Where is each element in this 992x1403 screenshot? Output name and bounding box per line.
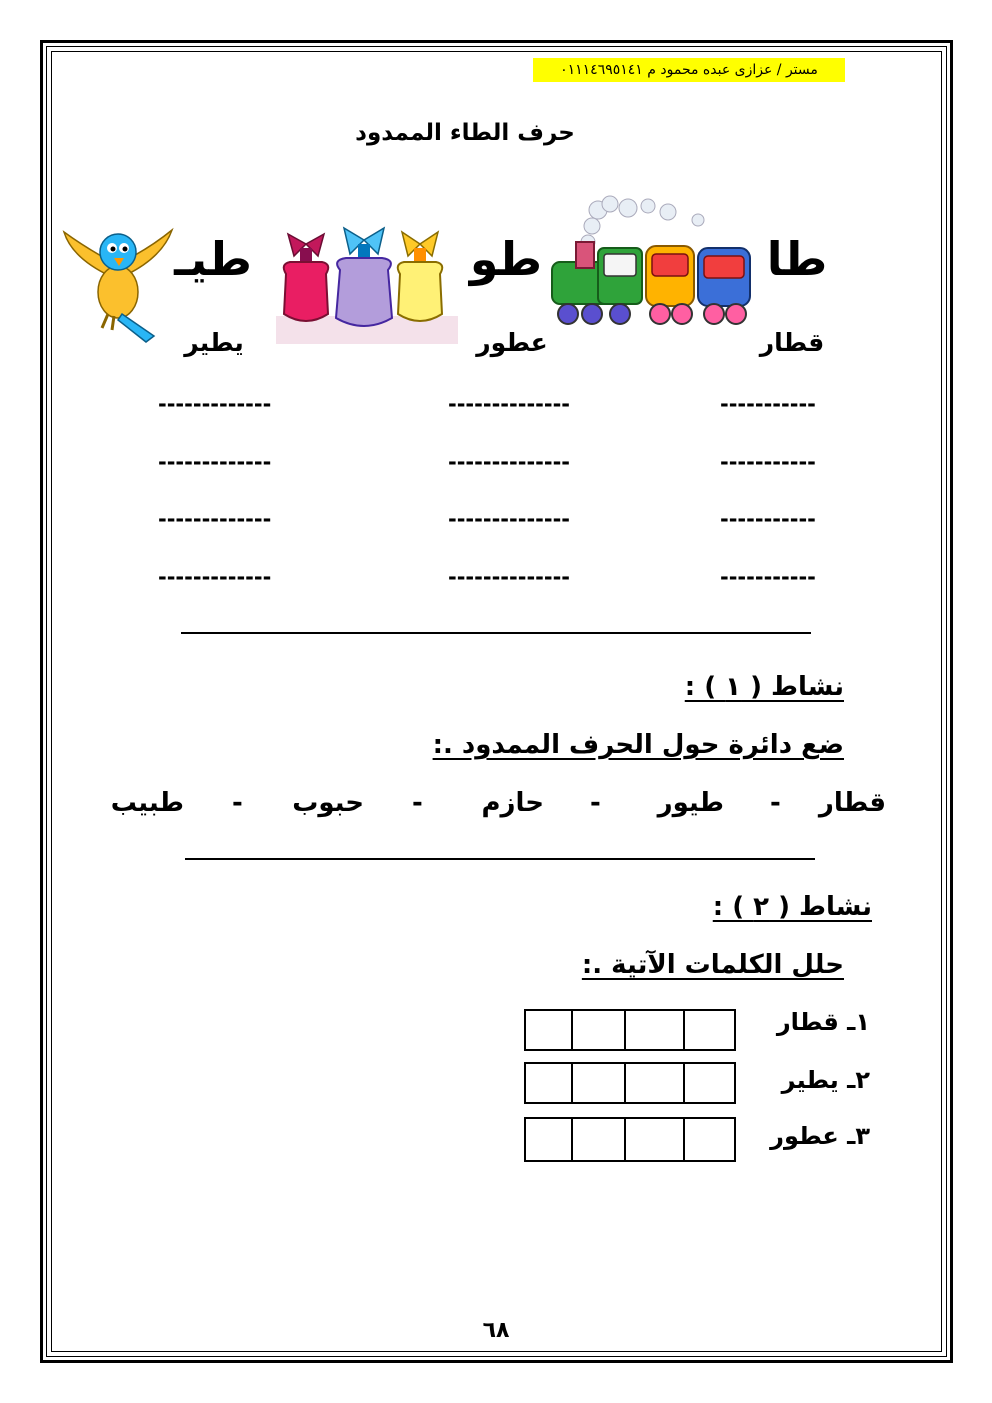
practice-line: ----------- <box>720 565 816 589</box>
activity2-heading: نشاط ( ٢ ) : <box>712 892 872 922</box>
word-separator: - <box>590 788 601 818</box>
activity1-heading: نشاط ( ١ ) : <box>684 672 844 702</box>
activity1-word[interactable]: حبوب <box>292 788 364 818</box>
practice-line: -------------- <box>448 507 571 531</box>
letter-form-taa-yaa: طيـ <box>174 232 252 286</box>
letter-analysis-boxes[interactable] <box>524 1117 736 1162</box>
activity2-item-label: ٢ـ يطير <box>781 1066 870 1094</box>
activity2-item-label: ٣ـ عطور <box>770 1122 870 1150</box>
activity2-item-label: ١ـ قطار <box>776 1008 870 1036</box>
perfume-bottles-image <box>276 204 458 344</box>
practice-line: -------------- <box>448 565 571 589</box>
word-otour: عطور <box>476 328 548 357</box>
section-divider <box>181 632 811 634</box>
letter-analysis-boxes[interactable] <box>524 1009 736 1051</box>
activity1-word[interactable]: حازم <box>481 788 544 818</box>
letter-analysis-boxes[interactable] <box>524 1062 736 1104</box>
practice-line: ----------- <box>720 392 816 416</box>
letter-form-taa-waw: طو <box>469 232 543 286</box>
bird-image <box>62 218 174 344</box>
practice-line: ------------- <box>158 392 272 416</box>
practice-line: -------------- <box>448 392 571 416</box>
practice-line: ----------- <box>720 507 816 531</box>
activity1-word[interactable]: طيور <box>657 788 724 818</box>
section-divider <box>185 858 815 860</box>
word-separator: - <box>412 788 423 818</box>
word-separator: - <box>770 788 781 818</box>
activity1-instruction: ضع دائرة حول الحرف الممدود .: <box>432 730 844 760</box>
practice-line: ------------- <box>158 565 272 589</box>
practice-line: ------------- <box>158 450 272 474</box>
practice-line: ----------- <box>720 450 816 474</box>
page-number: ٦٨ <box>482 1318 510 1343</box>
activity2-instruction: حلل الكلمات الآتية .: <box>581 950 844 980</box>
practice-line: ------------- <box>158 507 272 531</box>
letter-form-taa-alif: طا <box>766 232 828 286</box>
activity1-word[interactable]: طبيب <box>110 788 184 818</box>
activity1-word[interactable]: قطار <box>818 788 886 818</box>
page-title: حرف الطاء الممدود <box>355 120 575 146</box>
word-separator: - <box>232 788 243 818</box>
teacher-contact-line: مستر / عزازى عبده محمود م ٠١١١٤٦٩٥١٤١ <box>533 58 845 82</box>
practice-line: -------------- <box>448 450 571 474</box>
word-qitar: قطار <box>759 328 825 357</box>
train-image <box>548 190 756 330</box>
word-yateer: يطير <box>184 328 244 357</box>
